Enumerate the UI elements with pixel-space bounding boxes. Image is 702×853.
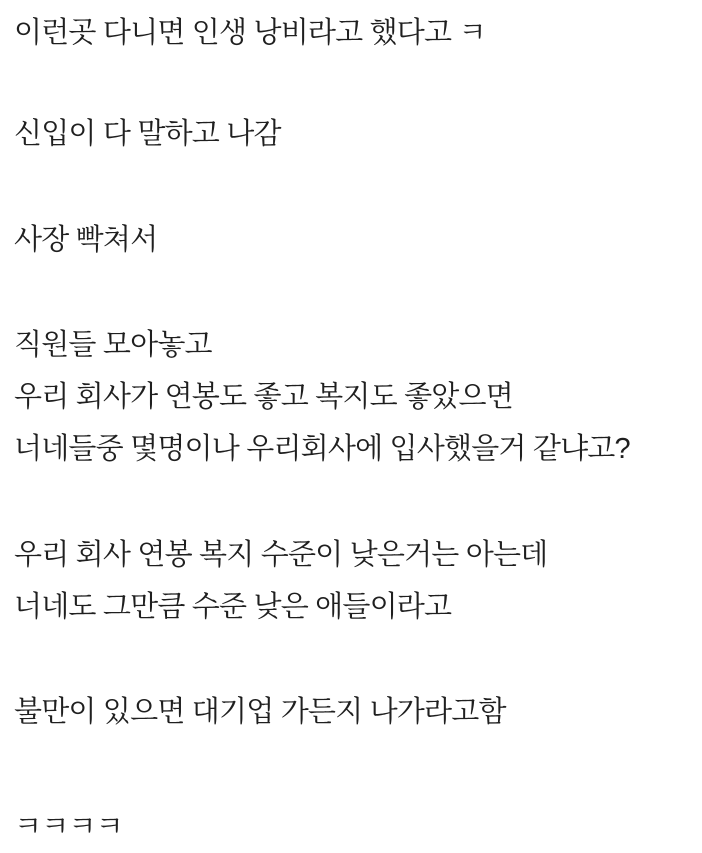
post-paragraph: [14, 801, 692, 853]
post-line: 우리 회사가 연봉도 좋고 복지도 좋았으면: [14, 381, 513, 413]
post-paragraph: [14, 319, 692, 475]
post-paragraph: [14, 214, 692, 266]
post-paragraph: [14, 7, 692, 59]
post-line: ㅋㅋㅋㅋ: [14, 811, 123, 843]
post-line: 이런곳 다니면 인생 낭비라고 했다고 ㅋ: [14, 17, 486, 49]
post-line: 신입이 다 말하고 나감: [14, 118, 281, 150]
post-line: 너네들중 몇명이나 우리회사에 입사했을거 같냐고?: [14, 433, 630, 465]
post-paragraph: [14, 529, 692, 633]
post-line: 우리 회사 연봉 복지 수준이 낮은거는 아는데: [14, 539, 548, 571]
post-line: 사장 빡쳐서: [14, 224, 158, 256]
post-paragraph: [14, 686, 692, 738]
post-line: 불만이 있으면 대기업 가든지 나가라고함: [14, 696, 506, 728]
post-line: 너네도 그만큼 수준 낮은 애들이라고: [14, 591, 452, 623]
post-paragraph: [14, 108, 692, 160]
post-line: 직원들 모아놓고: [14, 329, 212, 361]
